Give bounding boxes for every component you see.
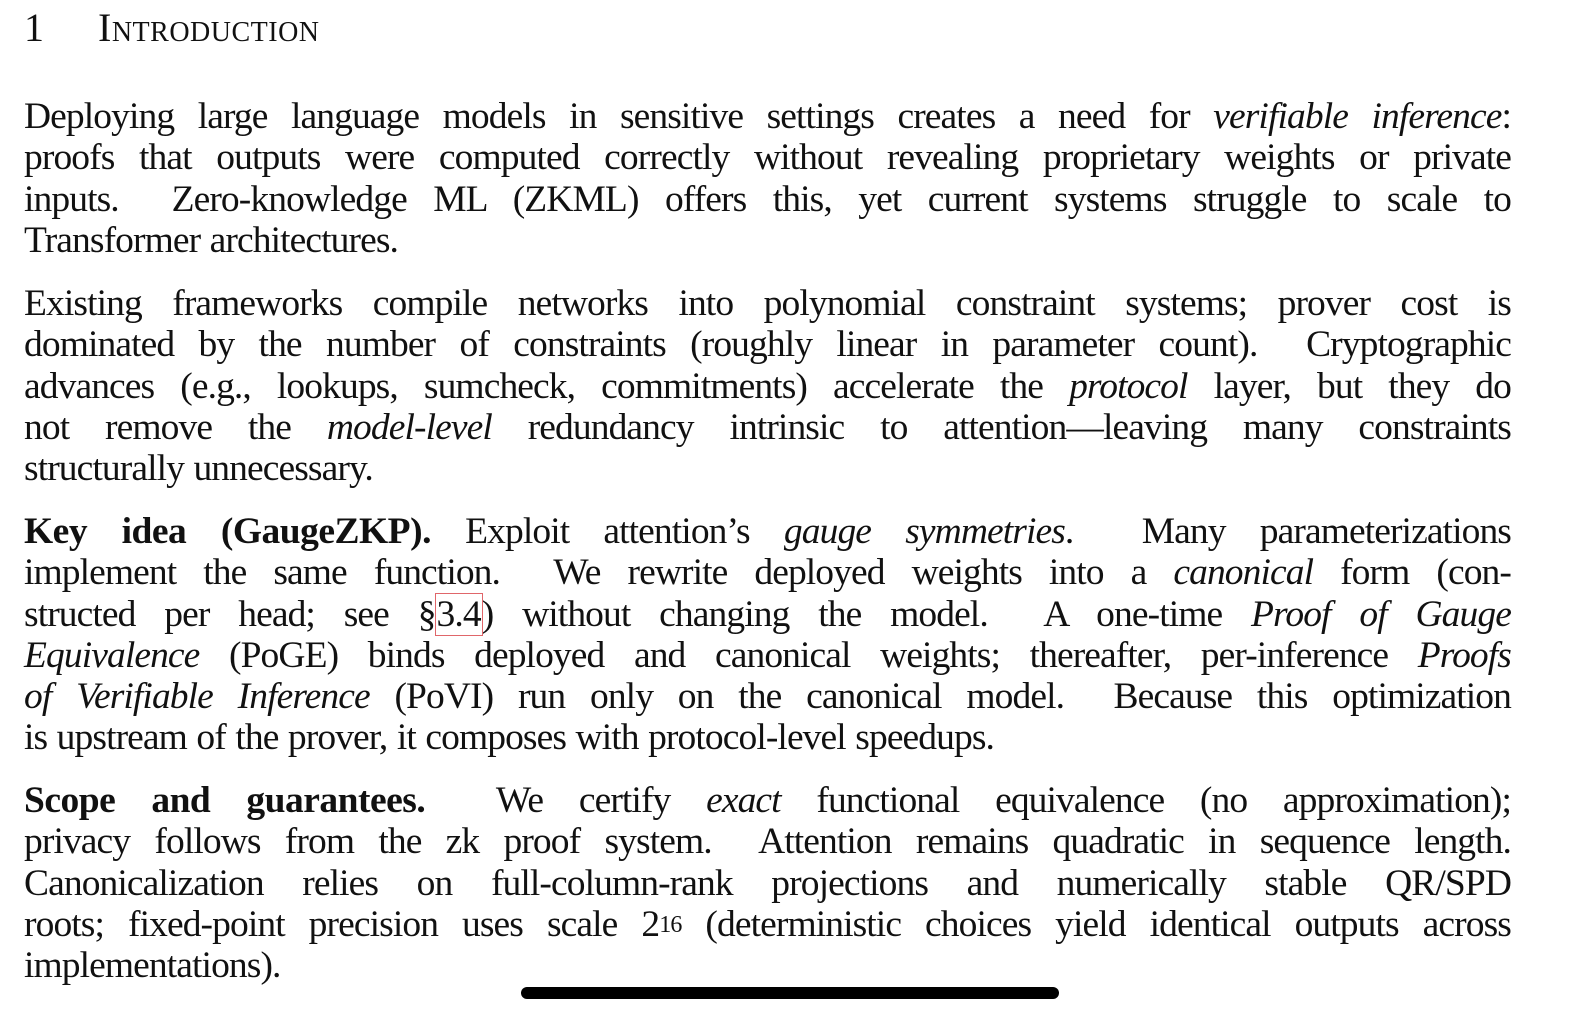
emphasis-verifiable-inference: verifiable inference [1213, 96, 1502, 137]
superscript-exponent: 16 [659, 911, 682, 938]
paragraph-key-idea [24, 511, 1511, 759]
text-run: : [1501, 96, 1512, 137]
emphasis-protocol: protocol [1069, 365, 1188, 407]
text-run: functional equivalence (no approximation); [780, 780, 1511, 821]
text-line [24, 676, 1511, 717]
text-line [24, 552, 1511, 593]
text-run: dominated by the number of constraints (roughly linear in parameter count). Cryptographic [24, 324, 1511, 366]
text-run: ) without changing the model. A one-time [481, 593, 1252, 635]
text-line [24, 594, 1511, 635]
text-run: (deterministic choices yield identical outputs across [681, 903, 1511, 945]
text-line [24, 324, 1511, 365]
text-line [24, 780, 1511, 821]
text-line [24, 717, 1511, 758]
text-line [24, 945, 1511, 986]
text-line [24, 220, 1511, 261]
text-run: (PoGE) binds deployed and canonical weights; thereafter, per-inference [199, 634, 1418, 676]
text-run: implement the same function. We rewrite deployed weights into a [24, 552, 1174, 594]
text-run: Transformer architectures. [24, 219, 398, 261]
text-run: privacy follows from the zk proof system. Attention remains quadratic in sequence length. [24, 821, 1511, 863]
text-run: layer, but they do [1187, 365, 1512, 407]
text-line [24, 137, 1511, 178]
text-run: Existing frameworks compile networks into polynomial constraint systems; prover cost is [24, 283, 1511, 324]
emphasis-gauge-symmetries: gauge symmetries [783, 511, 1065, 552]
text-run: advances (e.g., lookups, sumcheck, commitments) accelerate the [24, 365, 1070, 407]
text-run: inputs. Zero-knowledge ML (ZKML) offers this, yet current systems struggle to scale to [24, 178, 1511, 220]
section-ref-link[interactable]: 3.4 [436, 593, 481, 635]
emphasis-canonical: canonical [1173, 552, 1314, 594]
text-line [24, 904, 1511, 945]
emphasis-equivalence: Equivalence [24, 634, 200, 676]
emphasis-exact: exact [706, 780, 781, 821]
home-indicator-bar[interactable] [521, 987, 1059, 999]
section-heading [24, 4, 320, 52]
text-line [24, 448, 1511, 489]
text-run: proofs that outputs were computed correctly without revealing proprietary weights or private [24, 137, 1511, 179]
section-number: 1 [24, 5, 44, 50]
emphasis-proof-of-gauge: Proof of Gauge [1251, 593, 1511, 635]
text-run: Canonicalization relies on full-column-rank projections and numerically stable QR/SPD [24, 862, 1511, 904]
text-line [24, 407, 1511, 448]
emphasis-proofs: Proofs [1417, 634, 1511, 676]
text-run: . Many parameterizations [1064, 511, 1511, 552]
text-line [24, 179, 1511, 220]
text-run: form (con- [1313, 552, 1511, 594]
text-run: redundancy intrinsic to attention—leaving many constraints [491, 406, 1511, 448]
paragraph-scope [24, 780, 1511, 986]
text-line [24, 366, 1511, 407]
paragraph-existing-frameworks [24, 283, 1511, 489]
text-run: Exploit attention’s [430, 511, 784, 552]
text-run: is upstream of the prover, it composes with protocol-level speedups. [24, 717, 995, 759]
section-title: Introduction [98, 5, 320, 50]
text-line [24, 821, 1511, 862]
text-run: roots; fixed-point precision uses scale 2 [24, 903, 660, 945]
paragraph-lead-key-idea: Key idea (GaugeZKP). [24, 511, 431, 552]
text-run: structed per head; see § [24, 593, 436, 635]
text-line [24, 635, 1511, 676]
emphasis-verifiable-inference-2: of Verifiable Inference [24, 676, 370, 718]
text-line [24, 96, 1511, 137]
text-line [24, 863, 1511, 904]
text-line [24, 283, 1511, 324]
text-run: (PoVI) run only on the canonical model. Because this optimization [369, 676, 1511, 718]
text-run: implementations). [24, 945, 281, 987]
emphasis-model-level: model-level [326, 406, 492, 448]
paragraph-lead-scope: Scope and guarantees. [24, 780, 426, 821]
paragraph-intro [24, 96, 1511, 261]
text-run: not remove the [24, 406, 327, 448]
text-run: We certify [425, 780, 707, 821]
text-run: structurally unnecessary. [24, 448, 373, 490]
text-run: Deploying large language models in sensitive settings creates a need for [24, 96, 1214, 137]
text-line [24, 511, 1511, 552]
